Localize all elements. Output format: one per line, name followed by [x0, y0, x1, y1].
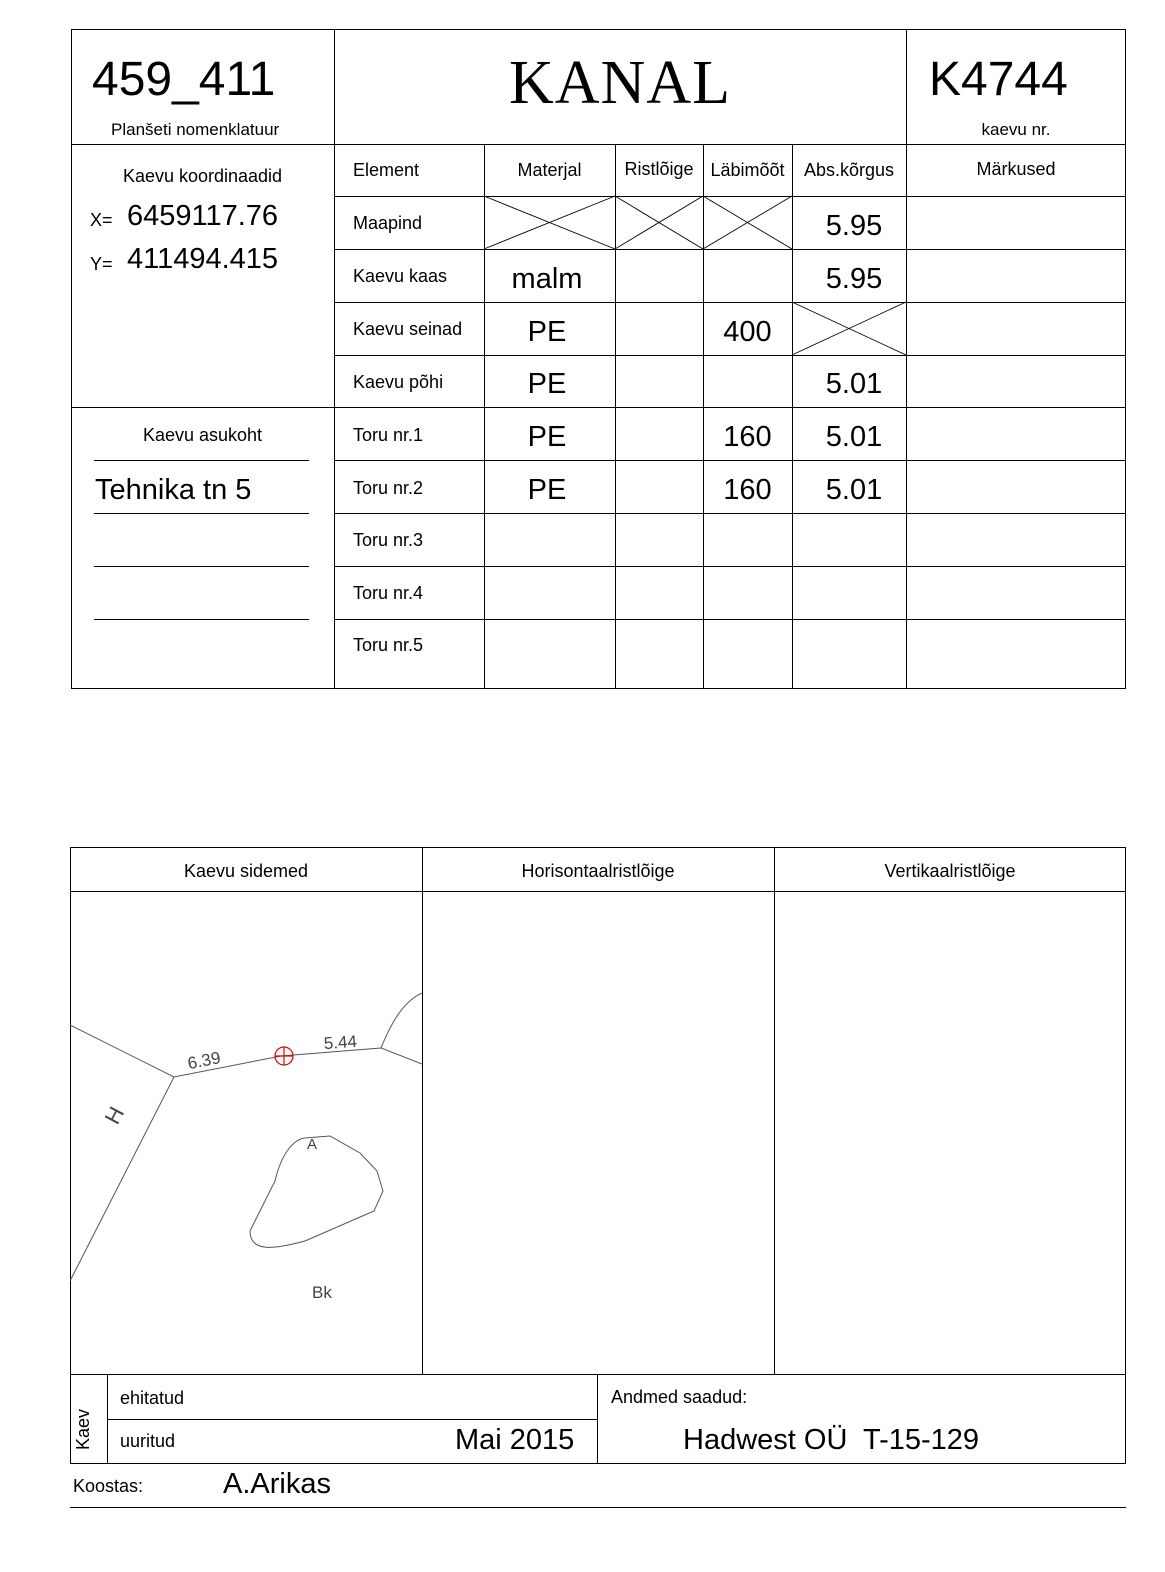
location-address: Tehnika tn 5: [95, 474, 252, 506]
sketch-header-vertical: Vertikaalristlõige: [884, 861, 1016, 881]
row-material: PE: [527, 368, 567, 400]
row-diameter: 160: [723, 474, 772, 506]
row-element: Kaevu põhi: [353, 372, 444, 392]
built-label: ehitatud: [120, 1388, 185, 1408]
row-element: Toru nr.3: [353, 530, 424, 550]
location-label: Kaevu asukoht: [142, 425, 263, 445]
header-cross-section: Ristlõige: [624, 159, 694, 179]
row-element: Kaevu seinad: [353, 319, 463, 339]
footer-bottom-line: [70, 1507, 1126, 1508]
data-label: Andmed saadud:: [611, 1387, 748, 1407]
not-applicable-marks: [0, 0, 1165, 720]
row-diameter: 400: [723, 316, 772, 348]
row-element: Maapind: [353, 213, 423, 233]
x-label: X=: [90, 210, 113, 230]
row-material: PE: [527, 474, 567, 506]
row-element: Toru nr.2: [353, 478, 424, 498]
footer-mid-line: [107, 1419, 597, 1420]
row-element: Toru nr.5: [353, 635, 424, 655]
data-source: Hadwest OÜ T-15-129: [683, 1424, 980, 1456]
location-sketch: [70, 891, 422, 1374]
footer-mid-divider: [597, 1374, 598, 1463]
well-marker: [275, 1047, 293, 1065]
surveyed-date: Mai 2015: [455, 1424, 575, 1456]
sheet-caption: Planšeti nomenklatuur: [111, 120, 280, 139]
header-diameter: Läbimõõt: [710, 160, 785, 180]
x-value: 6459117.76: [127, 200, 279, 232]
sheet-number: 459_411: [92, 53, 276, 106]
header-material: Materjal: [517, 160, 582, 180]
well-caption: kaevu nr.: [981, 120, 1051, 139]
sketch-col-line: [422, 847, 423, 1374]
row-height: 5.01: [825, 368, 883, 400]
row-height: 5.01: [825, 421, 883, 453]
label-a: A: [307, 1136, 318, 1153]
row-element: Toru nr.4: [353, 583, 424, 603]
row-height: 5.95: [825, 263, 883, 295]
header-notes: Märkused: [976, 159, 1056, 179]
sketch-bottom-line: [70, 1374, 1126, 1375]
y-label: Y=: [90, 254, 113, 274]
label-h: H: [99, 1102, 130, 1129]
row-material: PE: [527, 316, 567, 348]
row-diameter: 160: [723, 421, 772, 453]
sketch-header-horizontal: Horisontaalristlõige: [521, 861, 675, 881]
y-value: 411494.415: [127, 243, 279, 275]
surveyed-label: uuritud: [120, 1431, 176, 1451]
boundary-line: [70, 1077, 174, 1281]
label-bk: Bk: [312, 1283, 332, 1302]
header-element: Element: [353, 160, 420, 180]
coordinates-label: Kaevu koordinaadid: [122, 166, 283, 186]
vertical-label: Kaev: [73, 1408, 93, 1450]
sketch-header-links: Kaevu sidemed: [183, 861, 309, 881]
row-height: 5.95: [825, 210, 883, 242]
header-height: Abs.kõrgus: [803, 160, 895, 180]
compiled-by: A.Arikas: [223, 1468, 331, 1500]
row-element: Kaevu kaas: [353, 266, 448, 286]
row-element: Toru nr.1: [353, 425, 424, 445]
page-title: KANAL: [509, 49, 731, 117]
row-material: PE: [527, 421, 567, 453]
building-outline: [381, 993, 422, 1064]
distance-label-right: 5.44: [323, 1031, 358, 1054]
distance-label-left: 6.39: [186, 1048, 223, 1074]
row-material: malm: [511, 263, 583, 295]
sketch-col-line: [774, 847, 775, 1374]
well-number: K4744: [929, 53, 1068, 106]
row-height: 5.01: [825, 474, 883, 506]
compiled-label: Koostas:: [73, 1476, 144, 1496]
